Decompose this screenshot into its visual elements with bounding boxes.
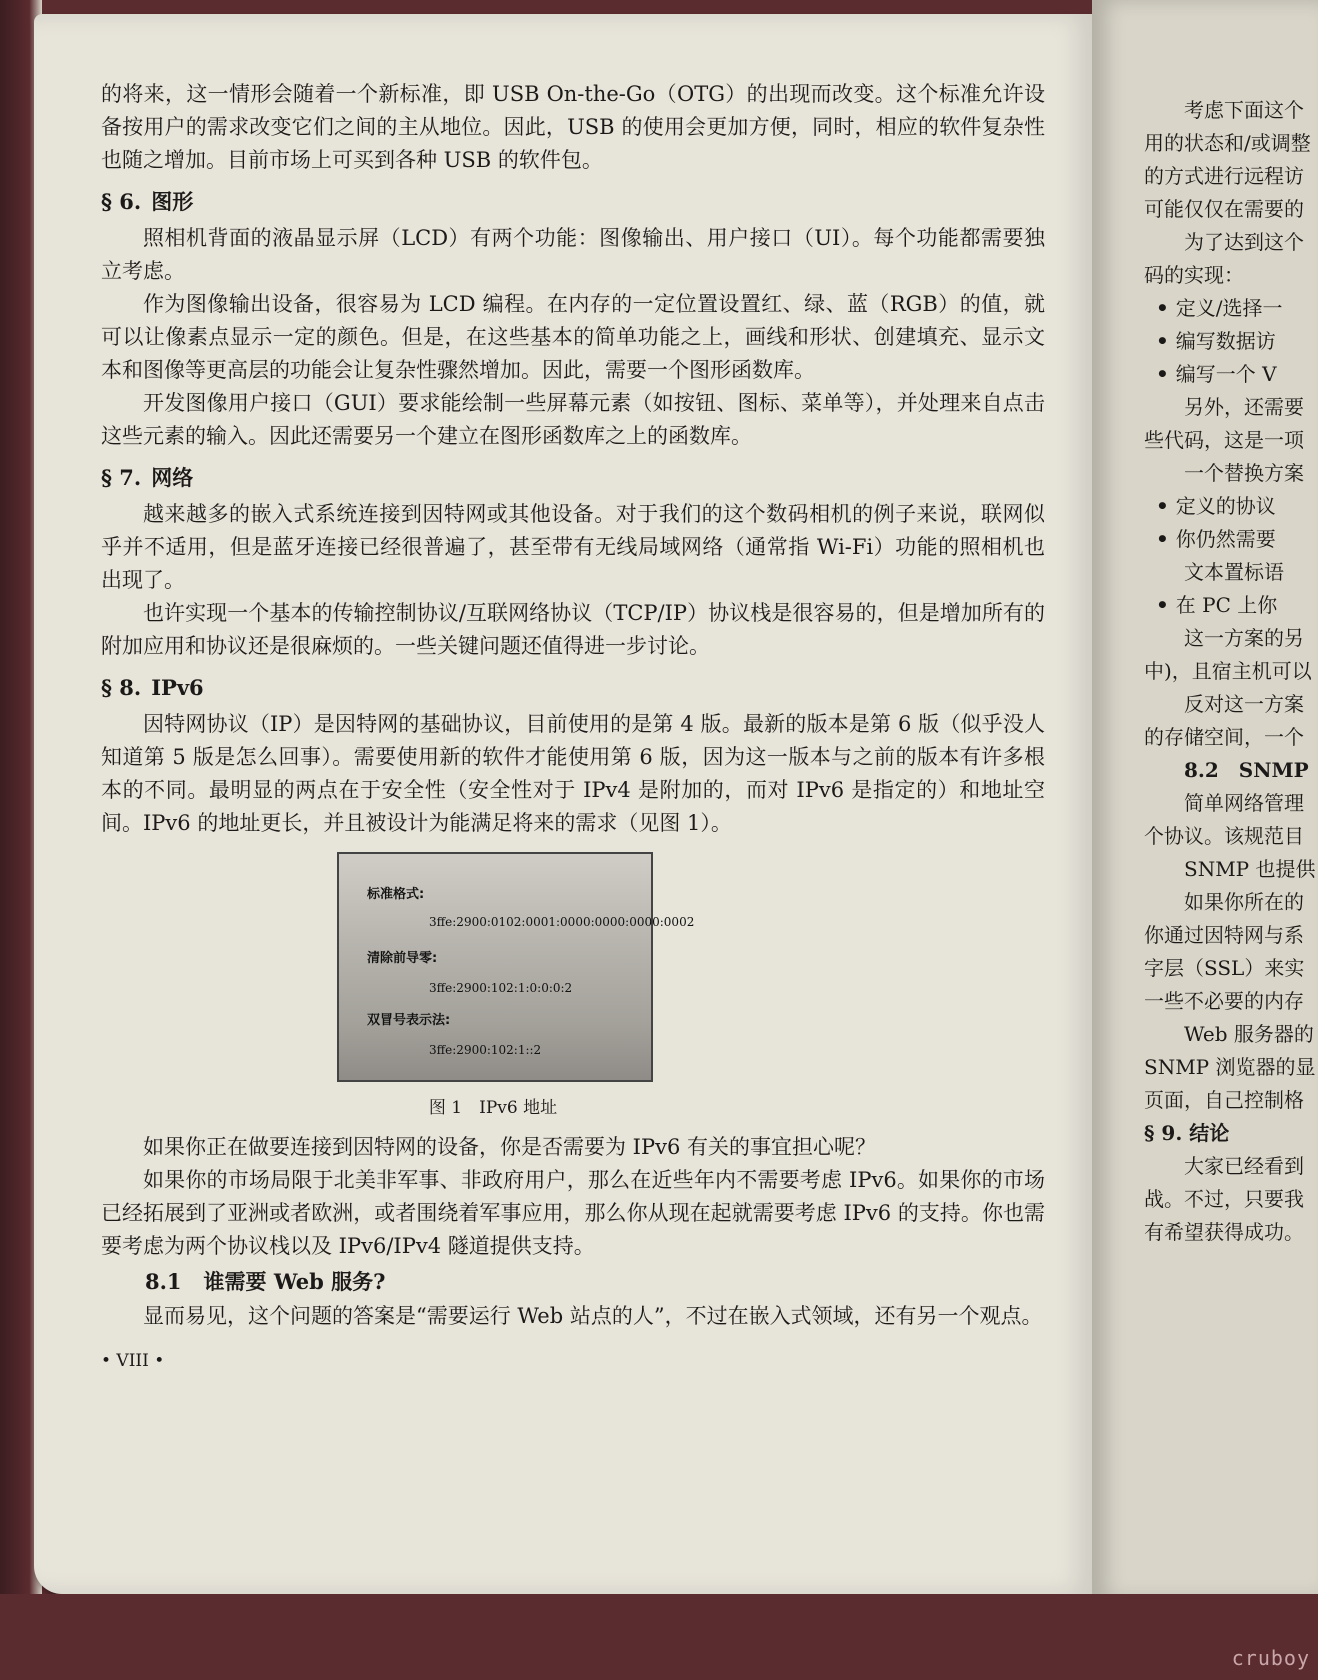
right-line: 这一方案的另 bbox=[1184, 626, 1304, 650]
subsection-title: 谁需要 Web 服务? bbox=[203, 1269, 386, 1294]
right-line: 考虑下面这个 bbox=[1184, 98, 1304, 122]
subsection-number: 8.1 bbox=[145, 1269, 182, 1294]
section-title: IPv6 bbox=[151, 675, 204, 700]
right-bullet-line: • 定义的协议 bbox=[1144, 490, 1318, 523]
right-bullet-line: • 在 PC 上你 bbox=[1144, 589, 1318, 622]
paragraph-web-answer: 显而易见，这个问题的答案是“需要运行 Web 站点的人”，不过在嵌入式领域，还有另一个观点。 bbox=[143, 1304, 1043, 1328]
right-line: 页面，自己控制格 bbox=[1144, 1088, 1304, 1112]
right-line: 的存储空间，一个 bbox=[1144, 725, 1304, 749]
figure-label-standard: 标准格式: bbox=[367, 887, 425, 902]
right-line: SNMP 浏览器的显 bbox=[1144, 1055, 1316, 1079]
paragraph-tcpip: 也许实现一个基本的传输控制协议/互联网络协议（TCP/IP）协议栈是很容易的，但是增加所有的附加应用和协议还是很麻烦的。一些关键问题还值得进一步讨论。 bbox=[101, 601, 1045, 658]
paragraph-lcd-functions: 照相机背面的液晶显示屏（LCD）有两个功能：图像输出、用户接口（UI）。每个功能都需要独立考虑。 bbox=[101, 226, 1045, 283]
right-line: 一个替换方案 bbox=[1184, 461, 1304, 485]
right-line: 为了达到这个 bbox=[1184, 230, 1304, 254]
right-section-heading: § 9. 结论 bbox=[1144, 1121, 1230, 1145]
paragraph-ipv6-question: 如果你正在做要连接到因特网的设备，你是否需要为 IPv6 有关的事宜担心呢？ bbox=[143, 1135, 876, 1159]
paragraph-lcd-output: 作为图像输出设备，很容易为 LCD 编程。在内存的一定位置设置红、绿、蓝（RGB）的值，就可以让像素点显示一定的颜色。但是，在这些基本的简单功能之上，画线和形状、创建填充、显示文本和图像等更高层的功能会让复杂性骤然增加。因此，需要一个图形函数库。 bbox=[101, 292, 1045, 382]
section-heading-network bbox=[101, 461, 1045, 494]
section-heading-ipv6 bbox=[101, 671, 1045, 704]
section-title: 图形 bbox=[151, 189, 194, 214]
figure-label-double-colon: 双冒号表示法: bbox=[367, 1013, 451, 1028]
right-bullet-line: • 你仍然需要 bbox=[1144, 523, 1318, 556]
paragraph-usb-otg: 的将来，这一情形会随着一个新标准，即 USB On-the-Go（OTG）的出现而改变。这个标准允许设备按用户的需求改变它们之间的主从地位。因此，USB 的使用会更加方便，同时，相应的软件复杂性也随之增加。目前市场上可买到各种 USB 的软件包。 bbox=[101, 82, 1045, 172]
right-line: 如果你所在的 bbox=[1184, 890, 1304, 914]
right-bullet-line: • 编写一个 V bbox=[1144, 358, 1318, 391]
section-title: 网络 bbox=[151, 465, 194, 490]
right-line: 你通过因特网与系 bbox=[1144, 923, 1304, 947]
figure-value-no-leading-zeros: 3ffe:2900:102:1:0:0:0:2 bbox=[429, 981, 573, 995]
right-line: 字层（SSL）来实 bbox=[1144, 956, 1305, 980]
right-line: 些代码，这是一项 bbox=[1144, 428, 1304, 452]
right-bullet-line: • 定义/选择一 bbox=[1144, 292, 1318, 325]
page-number: • VIII • bbox=[101, 1351, 165, 1371]
section-number: § 7. bbox=[101, 465, 142, 490]
right-line: Web 服务器的 bbox=[1184, 1022, 1314, 1046]
paragraph-gui: 开发图像用户接口（GUI）要求能绘制一些屏幕元素（如按钮、图标、菜单等），并处理来自点击这些元素的输入。因此还需要另一个建立在图形函数库之上的函数库。 bbox=[101, 391, 1045, 448]
right-line: 码的实现： bbox=[1144, 263, 1244, 287]
subsection-heading-web-services bbox=[145, 1265, 1045, 1298]
right-line: 个协议。该规范目 bbox=[1144, 824, 1304, 848]
watermark-text: cruboy bbox=[1231, 1646, 1310, 1670]
right-line: 战。不过，只要我 bbox=[1144, 1187, 1304, 1211]
figure-value-double-colon: 3ffe:2900:102:1::2 bbox=[429, 1043, 542, 1057]
main-text-column bbox=[101, 78, 1045, 1378]
figure-label-no-leading-zeros: 清除前导零: bbox=[367, 951, 438, 966]
right-line: 大家已经看到 bbox=[1184, 1154, 1304, 1178]
right-bullet-line: • 编写数据访 bbox=[1144, 325, 1318, 358]
section-number: § 8. bbox=[101, 675, 142, 700]
right-line: 另外，还需要 bbox=[1184, 395, 1304, 419]
right-page-text bbox=[1144, 94, 1318, 1249]
scan-background-bottom bbox=[0, 1594, 1318, 1680]
right-line: 可能仅仅在需要的 bbox=[1144, 197, 1304, 221]
right-line: 文本置标语 bbox=[1184, 560, 1284, 584]
section-number: § 6. bbox=[101, 189, 142, 214]
right-line: 反对这一方案 bbox=[1184, 692, 1304, 716]
paragraph-ip-versions: 因特网协议（IP）是因特网的基础协议，目前使用的是第 4 版。最新的版本是第 6 版（似乎没人知道第 5 版是怎么回事）。需要使用新的软件才能使用第 6 版，因为这一版本与之前的版本有许多根本的不同。最明显的两点在于安全性（安全性对于 IPv4 是附加的，而对 IPv6 是指定的）和地址空间。IPv6 的地址更长，并且被设计为能满足将来的需求（见图 1）。 bbox=[101, 712, 1045, 835]
figure-caption: 图 1 IPv6 地址 bbox=[428, 1098, 558, 1118]
figure-value-standard: 3ffe:2900:0102:0001:0000:0000:0000:0002 bbox=[429, 915, 695, 929]
right-line: SNMP 也提供 bbox=[1184, 857, 1316, 881]
right-line: 用的状态和/或调整 bbox=[1144, 131, 1311, 155]
right-line: 的方式进行远程访 bbox=[1144, 164, 1304, 188]
paragraph-embedded-internet: 越来越多的嵌入式系统连接到因特网或其他设备。对于我们的这个数码相机的例子来说，联网似乎并不适用，但是蓝牙连接已经很普遍了，甚至带有无线局域网络（通常指 Wi-Fi）功能的照相机也出现了。 bbox=[101, 502, 1045, 592]
right-subsection-heading: 8.2 SNMP bbox=[1184, 758, 1309, 782]
right-line: 一些不必要的内存 bbox=[1144, 989, 1304, 1013]
right-line: 简单网络管理 bbox=[1184, 791, 1304, 815]
right-line: 中)，且宿主机可以 bbox=[1144, 659, 1312, 683]
section-heading-graphics bbox=[101, 185, 1045, 218]
right-line: 有希望获得成功。 bbox=[1144, 1220, 1304, 1244]
ipv6-address-figure bbox=[337, 852, 695, 1082]
paragraph-ipv6-market: 如果你的市场局限于北美非军事、非政府用户，那么在近些年内不需要考虑 IPv6。如果你的市场已经拓展到了亚洲或者欧洲，或者围绕着军事应用，那么你从现在起就需要考虑 IPv6 的支持。你也需要考虑为两个协议栈以及 IPv6/IPv4 隧道提供支持。 bbox=[101, 1168, 1045, 1258]
